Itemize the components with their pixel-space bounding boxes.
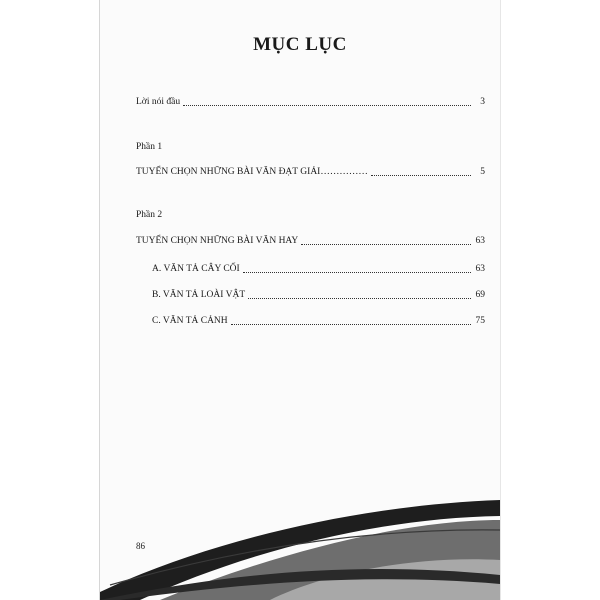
toc-entry-label: TUYỂN CHỌN NHỮNG BÀI VĂN ĐẠT GIẢI…………… xyxy=(136,167,368,177)
toc-entry-page: 69 xyxy=(475,290,485,300)
toc-entry-label: C. VĂN TẢ CẢNH xyxy=(152,316,228,326)
toc-entry-label: A. VĂN TẢ CÂY CỐI xyxy=(152,264,240,274)
page-number: 86 xyxy=(136,541,145,551)
decorative-wave-graphic xyxy=(100,0,500,600)
page-title: MỤC LỤC xyxy=(253,34,347,55)
toc-entry-page: 63 xyxy=(475,236,485,246)
toc-entry-label: TUYỂN CHỌN NHỮNG BÀI VĂN HAY xyxy=(136,236,299,246)
toc-entry-label: B. VĂN TẢ LOÀI VẬT xyxy=(152,290,246,300)
toc-entry-page: 5 xyxy=(480,167,485,177)
toc-entry-label: Lời nói đầu xyxy=(136,97,181,107)
part-2-heading: Phần 2 xyxy=(136,210,163,220)
toc-entry-page: 3 xyxy=(480,97,485,107)
book-page xyxy=(100,0,500,600)
part-1-heading: Phần 1 xyxy=(136,142,163,152)
toc-entry-page: 63 xyxy=(475,264,485,274)
toc-entry-page: 75 xyxy=(475,316,485,326)
